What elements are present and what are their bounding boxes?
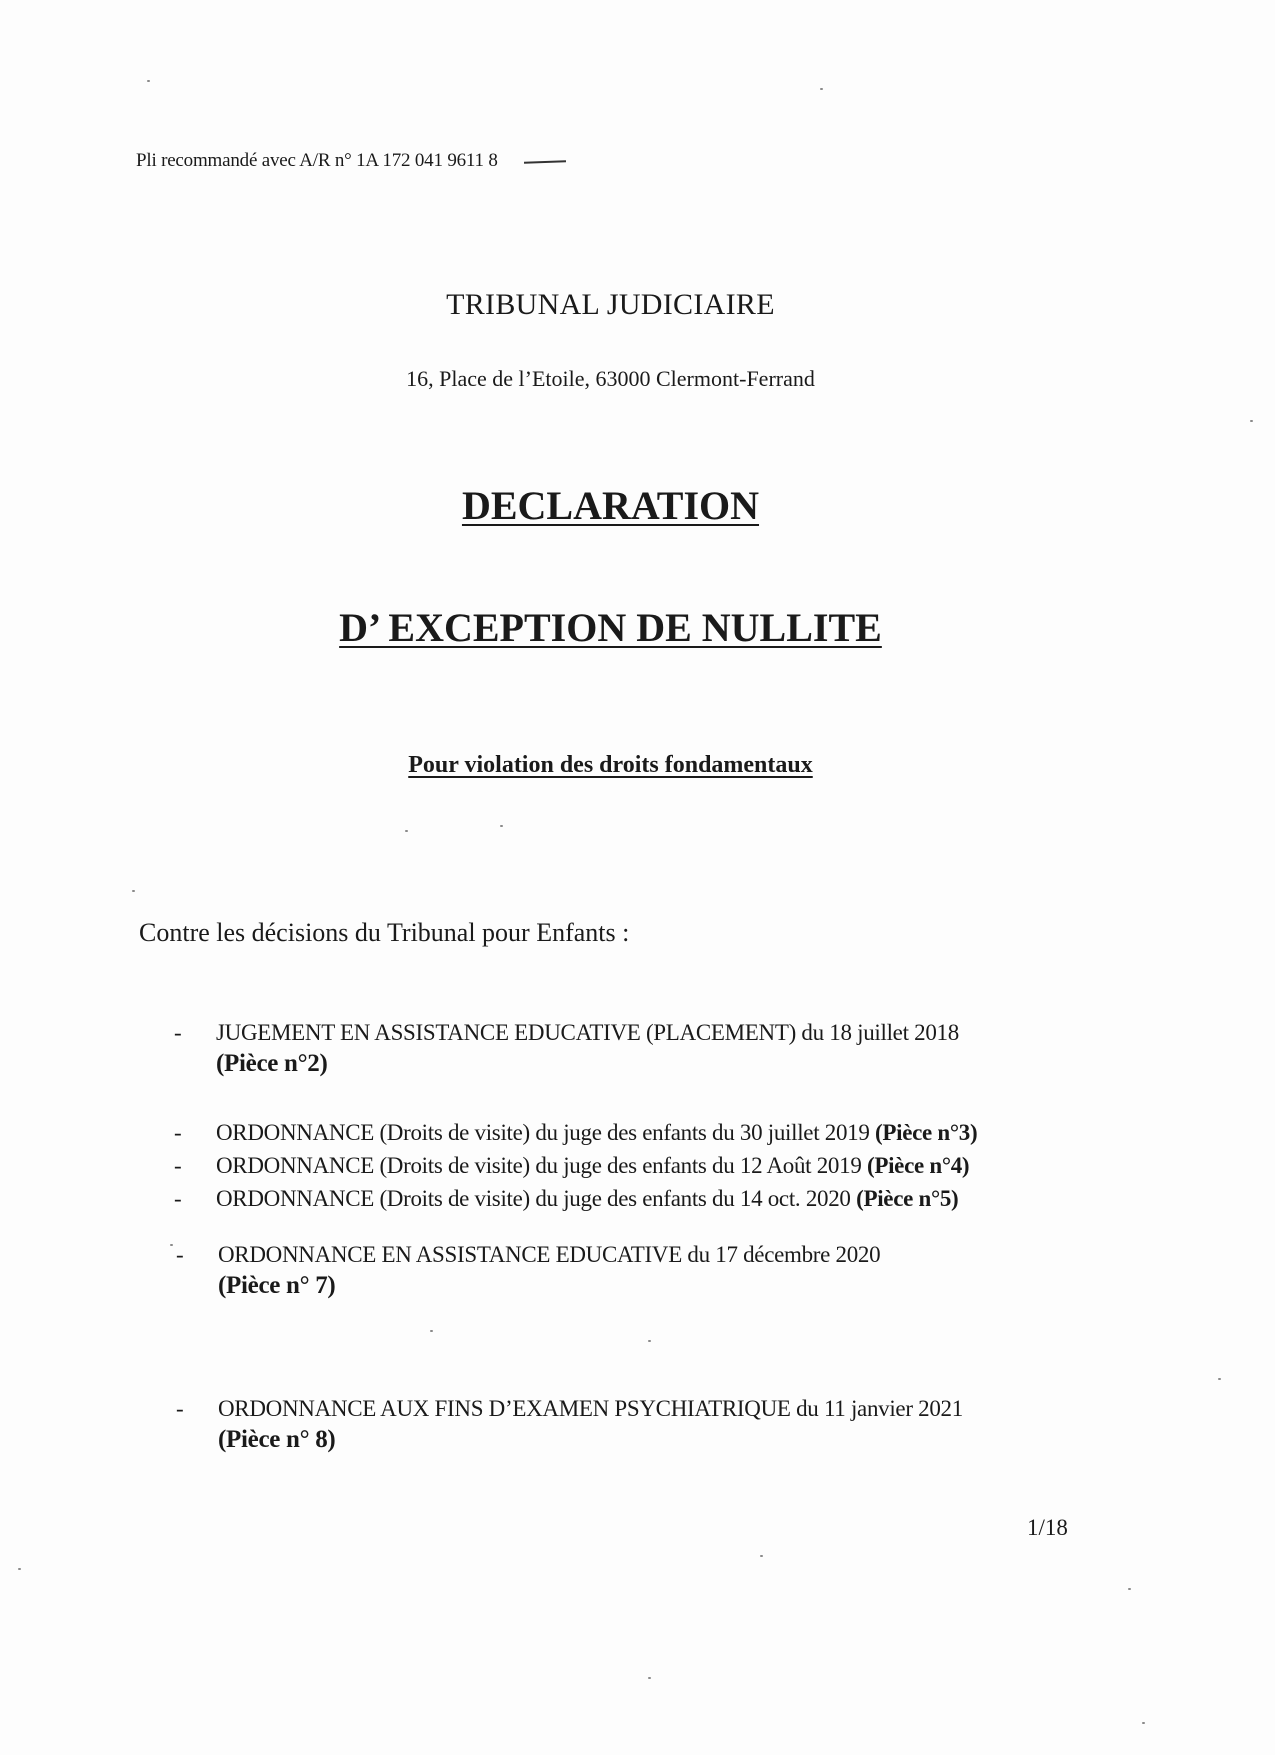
court-address: 16, Place de l’Etoile, 63000 Clermont-Ferrand bbox=[406, 366, 815, 391]
list-bullet: - bbox=[174, 1186, 182, 1211]
scan-speck bbox=[132, 890, 135, 892]
decision-piece: (Pièce n°4) bbox=[866, 1153, 970, 1178]
list-bullet: - bbox=[174, 1020, 182, 1045]
decision-item bbox=[174, 1120, 978, 1146]
decision-text: ORDONNANCE AUX FINS D’EXAMEN PSYCHIATRIQUE du 11 janvier 2021 bbox=[218, 1396, 963, 1421]
list-bullet: - bbox=[174, 1120, 182, 1145]
list-bullet: - bbox=[174, 1153, 182, 1178]
scan-speck bbox=[170, 1244, 173, 1246]
scan-speck bbox=[405, 830, 408, 832]
decision-piece: (Pièce n°3) bbox=[875, 1120, 978, 1145]
decision-piece: (Pièce n°5) bbox=[856, 1186, 959, 1211]
document-subtitle: Pour violation des droits fondamentaux bbox=[408, 752, 813, 778]
page-number: 1/18 bbox=[1027, 1515, 1068, 1540]
intro-text: Contre les décisions du Tribunal pour Enfants : bbox=[139, 918, 630, 947]
scan-speck bbox=[147, 80, 150, 82]
scan-speck bbox=[820, 88, 823, 90]
scan-speck bbox=[648, 1340, 651, 1342]
scan-speck bbox=[500, 825, 503, 827]
scan-speck bbox=[18, 1568, 21, 1570]
decision-item bbox=[174, 1020, 959, 1078]
scan-speck bbox=[648, 1677, 651, 1679]
decision-text: ORDONNANCE (Droits de visite) du juge des enfants du 14 oct. 2020 bbox=[216, 1186, 851, 1211]
decision-item bbox=[176, 1396, 963, 1454]
decision-piece: (Pièce n° 8) bbox=[218, 1426, 336, 1453]
decision-piece: (Pièce n° 7) bbox=[218, 1272, 336, 1299]
scan-speck bbox=[1142, 1722, 1145, 1724]
scan-speck bbox=[1128, 1588, 1131, 1590]
scan-speck bbox=[1218, 1378, 1221, 1380]
pen-mark bbox=[524, 160, 566, 163]
list-bullet: - bbox=[176, 1242, 184, 1267]
registered-mail-header bbox=[136, 150, 566, 172]
decision-item bbox=[174, 1153, 970, 1179]
decision-text: ORDONNANCE (Droits de visite) du juge des enfants du 30 juillet 2019 bbox=[216, 1120, 870, 1145]
document-title-line-1: DECLARATION bbox=[461, 483, 760, 528]
decision-text: ORDONNANCE EN ASSISTANCE EDUCATIVE du 17 décembre 2020 bbox=[218, 1242, 881, 1267]
registered-mail-text: Pli recommandé avec A/R n° 1A 172 041 9611 8 bbox=[136, 150, 498, 171]
list-bullet: - bbox=[176, 1396, 184, 1421]
scan-speck bbox=[430, 1330, 433, 1332]
decision-item bbox=[176, 1242, 881, 1300]
decision-text: JUGEMENT EN ASSISTANCE EDUCATIVE (PLACEMENT) du 18 juillet 2018 bbox=[216, 1020, 959, 1045]
decision-piece: (Pièce n°2) bbox=[216, 1050, 328, 1077]
court-name: TRIBUNAL JUDICIAIRE bbox=[446, 288, 775, 321]
decision-item bbox=[174, 1186, 959, 1212]
decision-text: ORDONNANCE (Droits de visite) du juge des enfants du 12 Août 2019 bbox=[216, 1153, 862, 1178]
document-title-line-2: D’ EXCEPTION DE NULLITE bbox=[339, 605, 882, 650]
scan-speck bbox=[760, 1555, 763, 1557]
scan-speck bbox=[1250, 420, 1253, 422]
